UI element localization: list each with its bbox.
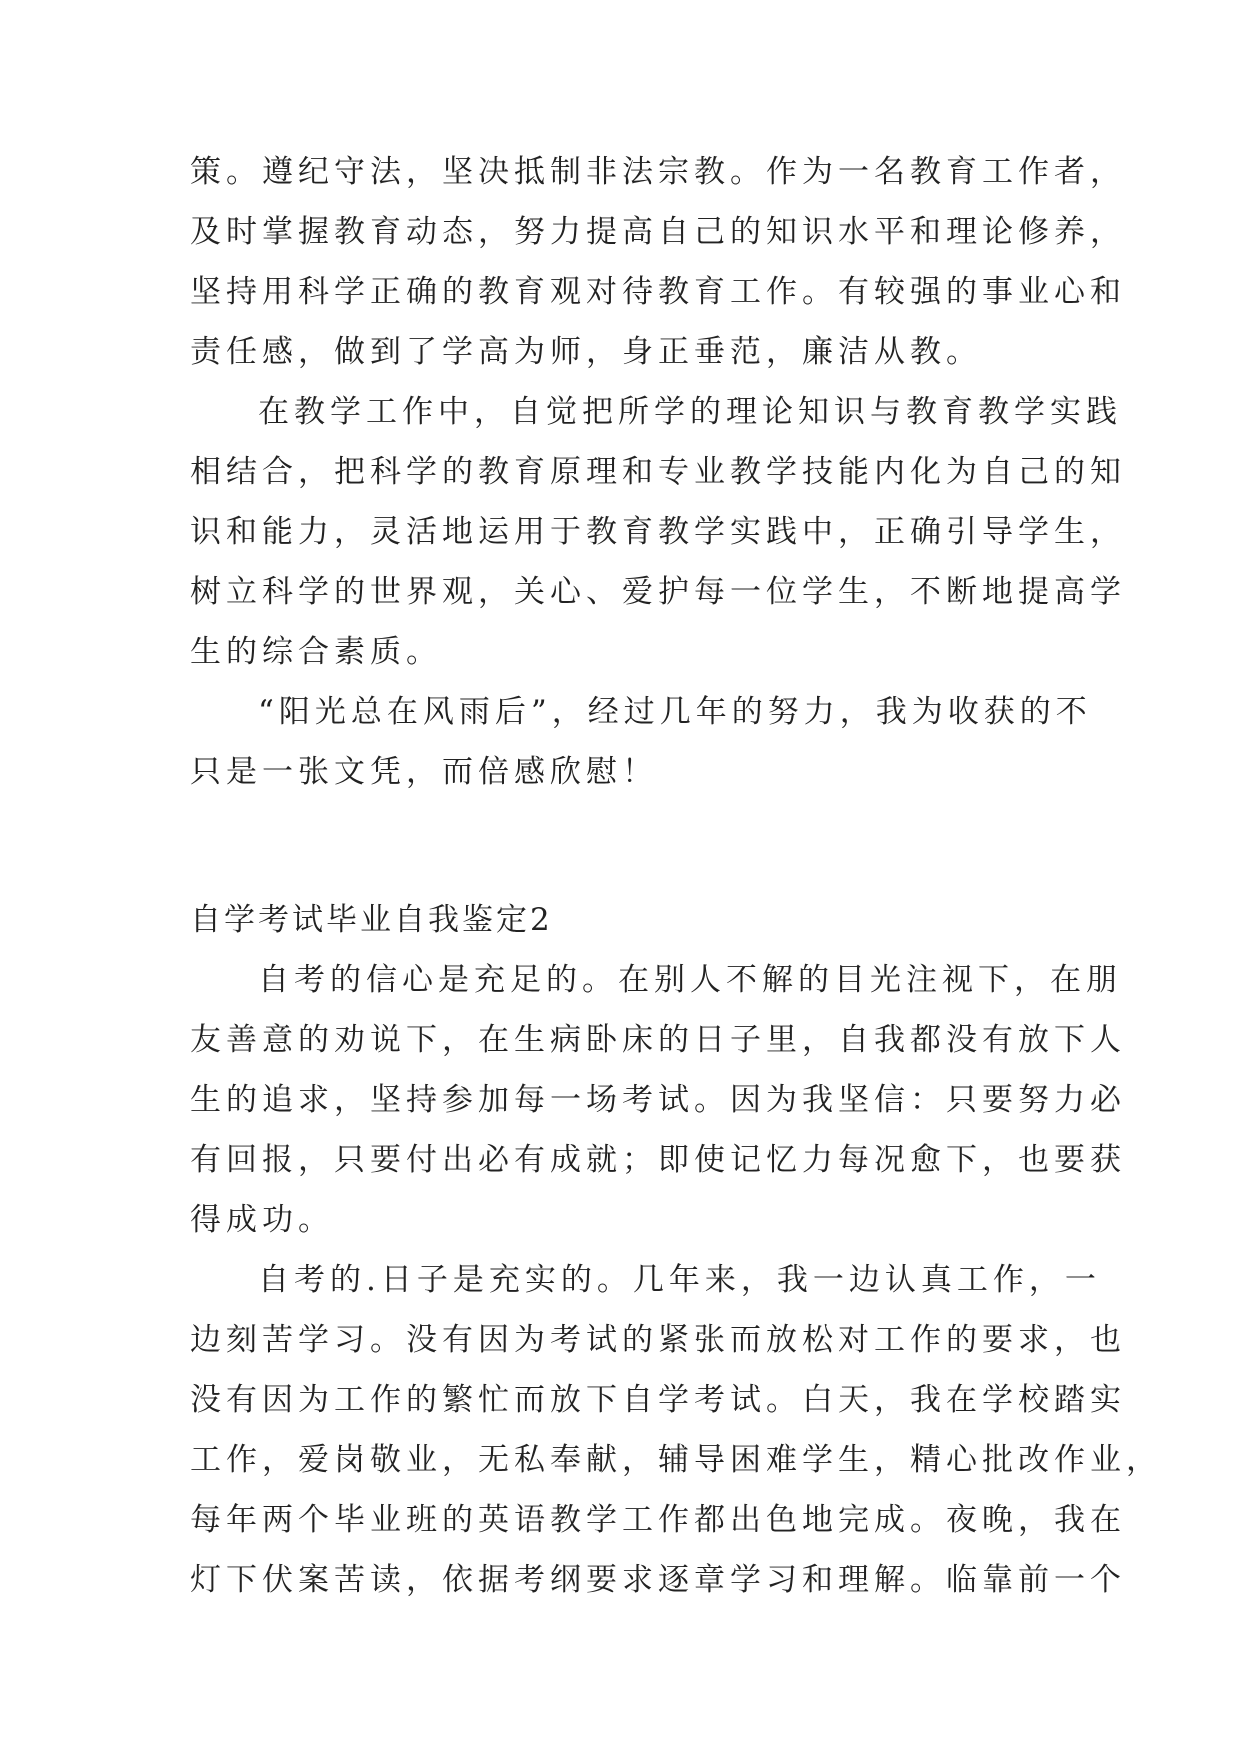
text-line: 责任感，做到了学高为师，身正垂范，廉洁从教。	[190, 334, 982, 370]
paragraph	[190, 142, 1126, 382]
text-line: “阳光总在风雨后”，经过几年的努力，我为收获的不	[258, 694, 1092, 730]
text-line: 自考的信心是充足的。在别人不解的目光注视下，在朋	[258, 962, 1122, 998]
text-line: 树立科学的世界观，关心、爱护每一位学生，不断地提高学	[190, 574, 1126, 610]
text-line: 生的追求，坚持参加每一场考试。因为我坚信：只要努力必	[190, 1082, 1126, 1118]
text-line: 自考的.日子是充实的。几年来，我一边认真工作，一	[258, 1262, 1101, 1298]
section-1-body	[190, 142, 1126, 802]
paragraph	[190, 382, 1126, 682]
text-line: 有回报，只要付出必有成就；即使记忆力每况愈下，也要获	[190, 1142, 1126, 1178]
text-line: 相结合，把科学的教育原理和专业教学技能内化为自己的知	[190, 454, 1126, 490]
paragraph	[190, 682, 1092, 802]
text-line: 只是一张文凭，而倍感欣慰！	[190, 754, 658, 790]
section-2-body	[190, 950, 1162, 1610]
text-line: 坚持用科学正确的教育观对待教育工作。有较强的事业心和	[190, 274, 1126, 310]
text-line: 生的综合素质。	[190, 634, 442, 670]
text-line: 边刻苦学习。没有因为考试的紧张而放松对工作的要求，也	[190, 1322, 1126, 1358]
paragraph	[190, 1250, 1162, 1610]
text-line: 每年两个毕业班的英语教学工作都出色地完成。夜晚，我在	[190, 1502, 1126, 1538]
text-line: 得成功。	[190, 1202, 334, 1238]
text-line: 策。遵纪守法，坚决抵制非法宗教。作为一名教育工作者，	[190, 154, 1126, 190]
section-heading: 自学考试毕业自我鉴定2	[190, 902, 553, 938]
text-line: 友善意的劝说下，在生病卧床的日子里，自我都没有放下人	[190, 1022, 1126, 1058]
text-line: 灯下伏案苦读，依据考纲要求逐章学习和理解。临靠前一个	[190, 1562, 1126, 1598]
paragraph	[190, 950, 1126, 1250]
text-line: 识和能力，灵活地运用于教育教学实践中，正确引导学生，	[190, 514, 1126, 550]
text-line: 工作，爱岗敬业，无私奉献，辅导困难学生，精心批改作业，	[190, 1442, 1162, 1478]
text-line: 没有因为工作的繁忙而放下自学考试。白天，我在学校踏实	[190, 1382, 1126, 1418]
text-line: 及时掌握教育动态，努力提高自己的知识水平和理论修养，	[190, 214, 1126, 250]
text-line: 在教学工作中，自觉把所学的理论知识与教育教学实践	[258, 394, 1122, 430]
